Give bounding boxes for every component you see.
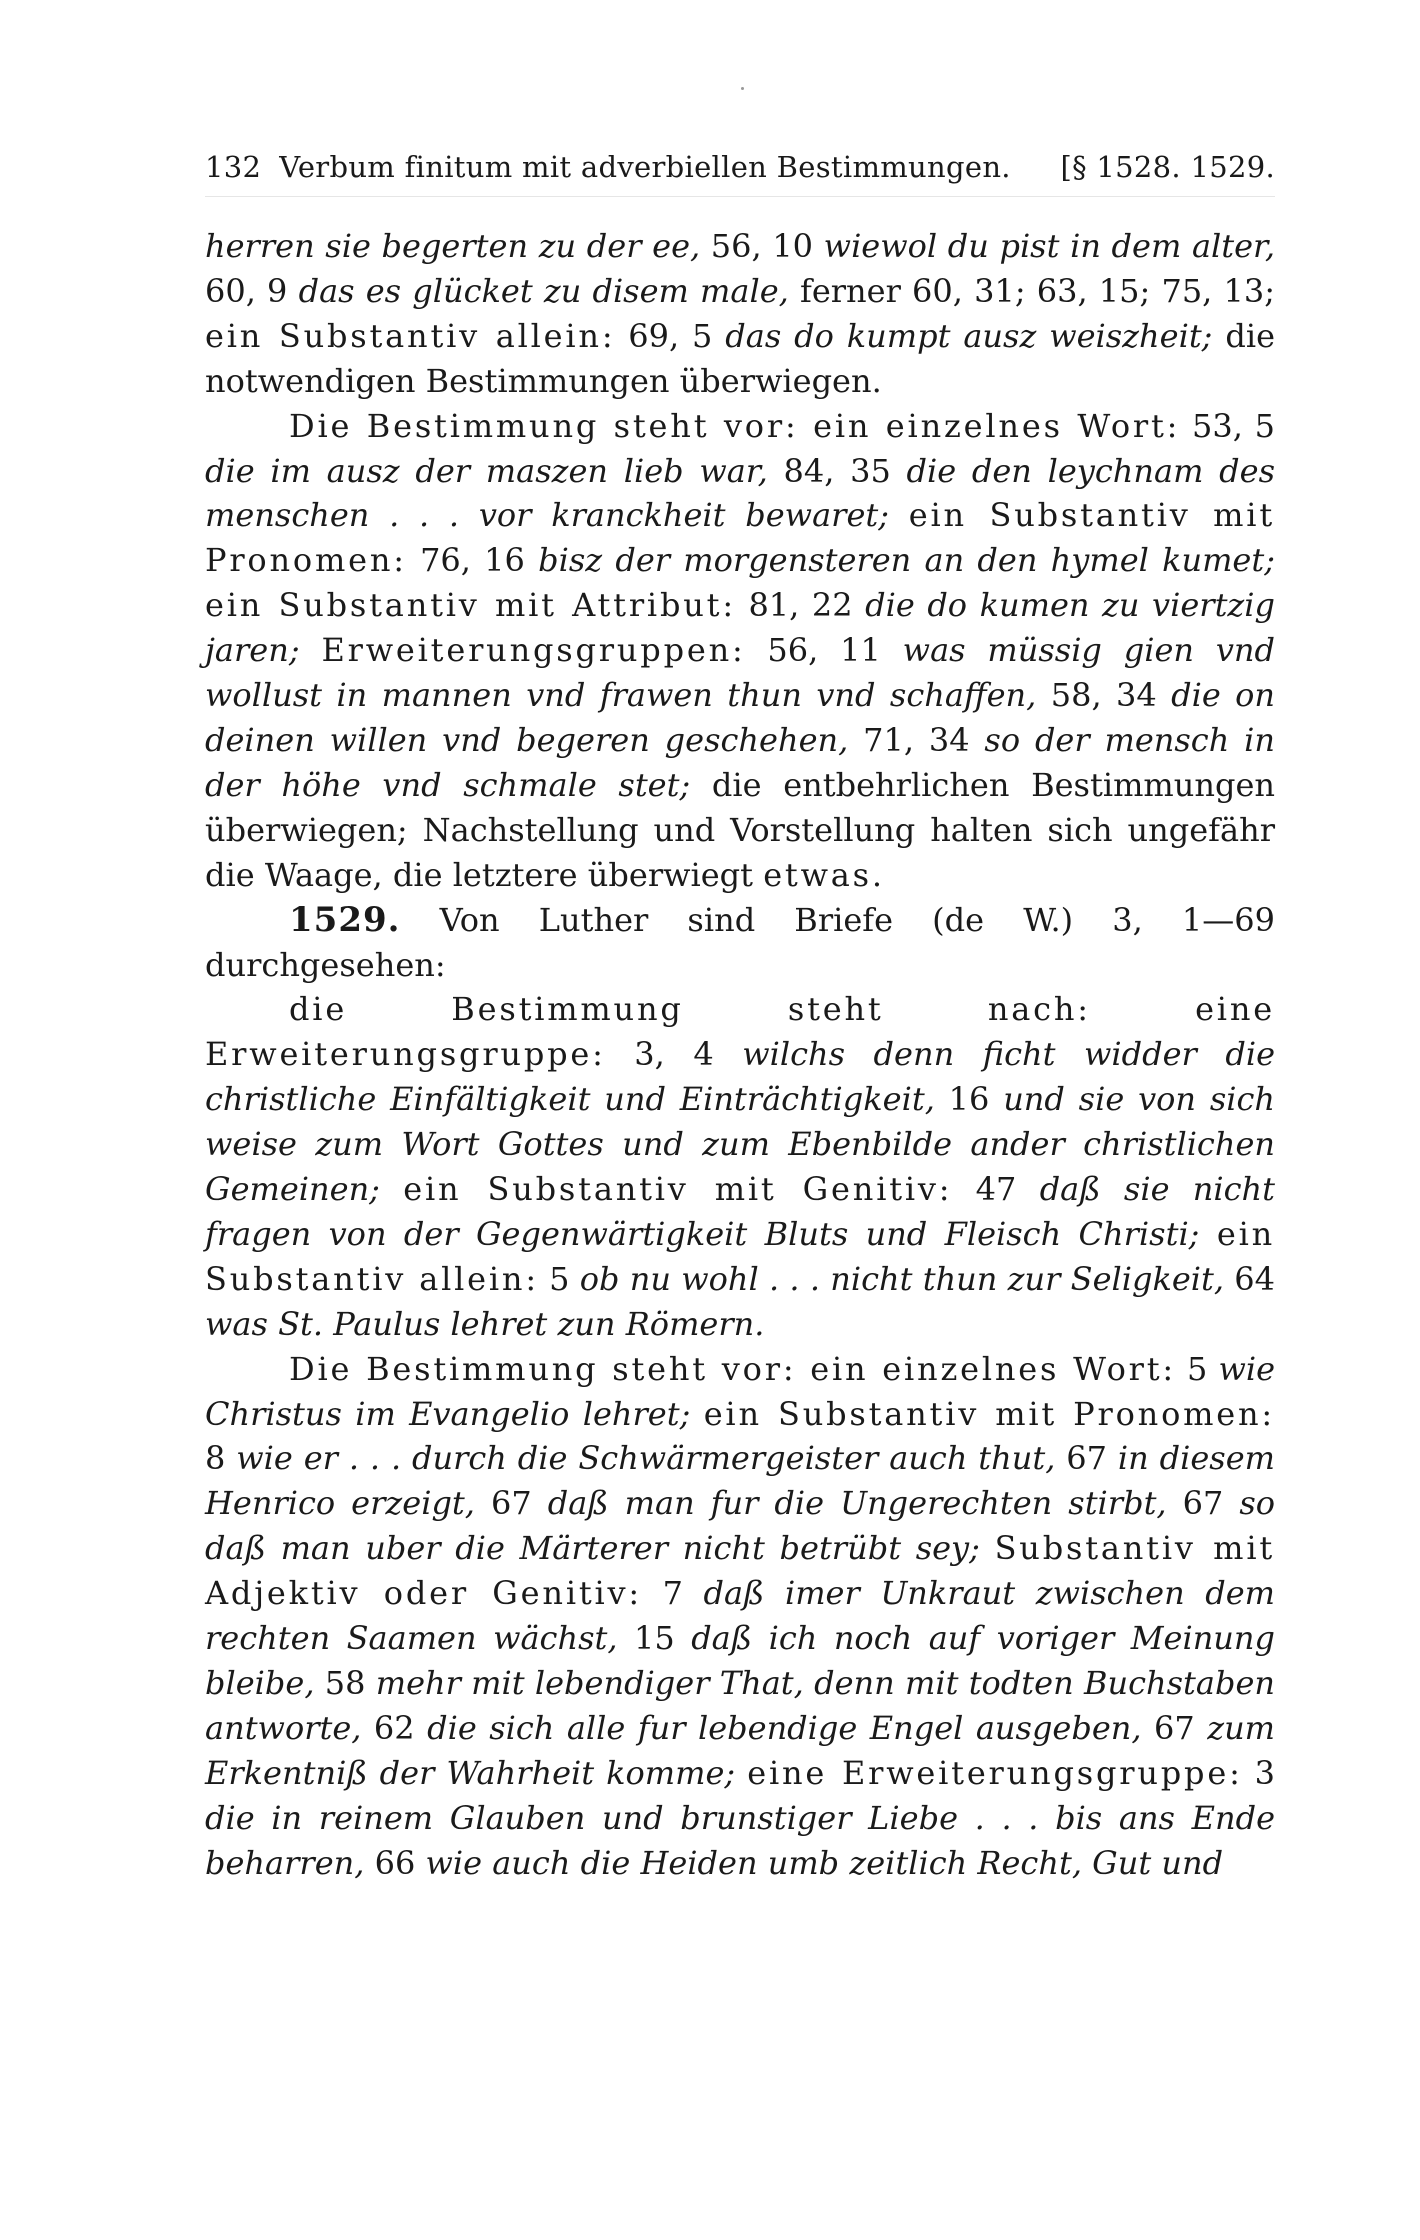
paragraph-1: herren sie begerten zu der ee, 56, 10 wiewol du pist in dem alter, 60, 9 das es glücket zu disem male, ferner 60, 31; 63, 15; 75, 13; ein Substantiv allein: 69, 5 das do kumpt ausz weiszheit; die notwendigen Bestimmungen überwiegen. xyxy=(205,227,1276,400)
header-rule xyxy=(205,196,1275,197)
running-header xyxy=(205,150,1275,184)
running-title: Verbum finitum mit adverbiellen Bestimmungen. xyxy=(279,150,1011,184)
section-reference: [§ 1528. 1529. xyxy=(1060,150,1275,184)
paragraph-2: Die Bestimmung steht vor: ein einzelnes Wort: 53, 5 die im ausz der maszen lieb war, 84, 35 die den leychnam des menschen . . . vor kranckheit bewaret; ein Substantiv mit Pronomen: 76, 16 bisz der morgensteren an den hymel kumet; ein Substantiv mit Attribut: 81, 22 die do kumen zu viertzig jaren; Erweiterungsgruppen: 56, 11 was müssig gien vnd wollust in mannen vnd frawen thun vnd schaffen, 58, 34 die on deinen willen vnd begeren geschehen, 71, 34 so der mensch in der höhe vnd schmale stet; die entbehrlichen Bestimmungen überwiegen; Nachstellung und Vorstellung halten sich ungefähr die Waage, die letztere überwiegt etwas. xyxy=(205,406,1276,894)
paragraph-4: die Bestimmung steht nach: eine Erweiterungsgruppe: 3, 4 wilchs denn ficht widder die christliche Einfältigkeit und Einträchtigkeit, 16 und sie von sich weise zum Wort Gottes und zum Ebenbilde ander christlichen Gemeinen; ein Substantiv mit Genitiv: 47 daß sie nicht fragen von der Gegenwärtigkeit Bluts und Fleisch Christi; ein Substantiv allein: 5 ob nu wohl . . . nicht thun zur Seligkeit, 64 was St. Paulus lehret zun Römern. xyxy=(205,990,1276,1343)
section-number: 1529. xyxy=(289,899,401,940)
paragraph-5: Die Bestimmung steht vor: ein einzelnes Wort: 5 wie Christus im Evangelio lehret; ein Substantiv mit Pronomen: 8 wie er . . . durch die Schwärmergeister auch thut, 67 in diesem Henrico erzeigt, 67 daß man fur die Ungerechten stirbt, 67 so daß man uber die Märterer nicht betrübt sey; Substantiv mit Adjektiv oder Genitiv: 7 daß imer Unkraut zwischen dem rechten Saamen wächst, 15 daß ich noch auf voriger Meinung bleibe, 58 mehr mit lebendiger That, denn mit todten Buchstaben antworte, 62 die sich alle fur lebendige Engel ausgeben, 67 zum Erkentniß der Wahrheit komme; eine Erweiterungsgruppe: 3 die in reinem Glauben und brunstiger Liebe . . . bis ans Ende beharren, 66 wie auch die Heiden umb zeitlich Recht, Gut und xyxy=(205,1349,1276,1882)
page-body xyxy=(205,224,1275,1886)
page-number: 132 xyxy=(205,150,262,184)
paragraph-section-1529: 1529. Von Luther sind Briefe (de W.) 3, 1—69 durchgesehen: xyxy=(205,899,1275,984)
scan-speck xyxy=(741,87,744,90)
